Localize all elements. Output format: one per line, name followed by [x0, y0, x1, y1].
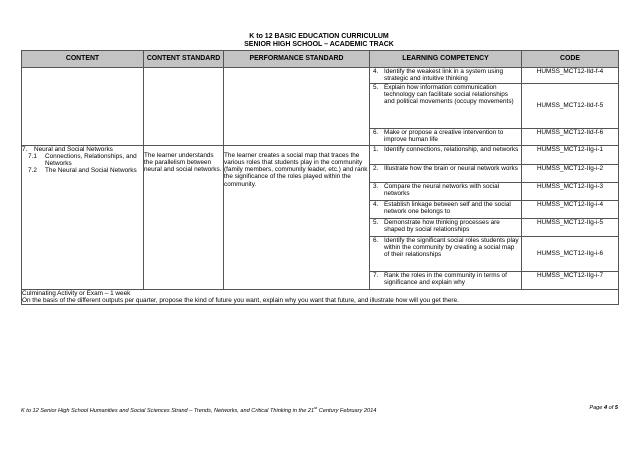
code-cell: HUMSS_MCT12-IId-f-5	[522, 83, 619, 128]
col-header-performance-standard: PERFORMANCE STANDARD	[224, 51, 370, 68]
code-cell: HUMSS_MCT12-IIg-i-7	[522, 271, 619, 289]
table-header-row	[22, 51, 619, 68]
competency-text: Rank the roles in the community in terms of significance and explain why	[384, 271, 507, 286]
code-cell: HUMSS_MCT12-IIg-i-6	[522, 236, 619, 271]
col-header-learning-competency: LEARNING COMPETENCY	[370, 51, 522, 68]
page-number	[589, 405, 618, 414]
competency-text: Illustrate how the brain or neural network works	[384, 164, 518, 172]
competency-cell	[370, 182, 522, 200]
page-current: 4	[603, 405, 608, 411]
footer-document-title	[21, 405, 376, 414]
curriculum-table	[21, 50, 619, 305]
page-footer	[21, 405, 618, 414]
competency-text: Identify the significant social roles students play within the community by creating a social map of their relationships	[384, 236, 519, 259]
competency-cell	[370, 271, 522, 289]
topic-title: Neural and Social Networks	[34, 145, 113, 153]
competency-cell	[370, 68, 522, 84]
competency-number: 5.	[373, 83, 379, 91]
table-row	[22, 68, 619, 84]
competency-number: 5.	[373, 218, 379, 226]
competency-text: Demonstrate how thinking processes are shaped by social relationships	[384, 218, 500, 233]
content-subtopic	[22, 167, 143, 174]
content-topic-cell	[22, 145, 144, 289]
competency-number: 1.	[373, 145, 379, 153]
page-prefix: Page	[589, 405, 604, 411]
competency-text: Establish linkage between self and the social network one belongs to	[384, 200, 511, 215]
competency-number: 7.	[373, 271, 379, 279]
document-subtitle: SENIOR HIGH SCHOOL – ACADEMIC TRACK	[244, 41, 394, 48]
competency-number: 6.	[373, 128, 379, 136]
content-subtopic	[22, 153, 143, 168]
page-separator: of	[607, 405, 615, 411]
code-cell: HUMSS_MCT12-IId-f-4	[522, 68, 619, 84]
competency-cell	[370, 218, 522, 236]
col-header-content: CONTENT	[22, 51, 144, 68]
empty-content-cell	[22, 68, 144, 146]
footer-title-text: K to 12 Senior High School Humanities and Social Sciences Strand – Trends, Networks, and Critical Thinking in the 21	[21, 407, 315, 414]
code-cell: HUMSS_MCT12-IIg-i-1	[522, 145, 619, 164]
competency-cell	[370, 145, 522, 164]
code-cell: HUMSS_MCT12-IIg-i-2	[522, 164, 619, 182]
code-cell: HUMSS_MCT12-IId-f-6	[522, 128, 619, 145]
competency-number: 4.	[373, 200, 379, 208]
competency-text: Explain how information communication technology can facilitate social relationships and political movements (occupy movements)	[384, 83, 514, 106]
competency-number: 4.	[373, 68, 379, 75]
competency-cell	[370, 128, 522, 145]
footer-title-superscript: st	[314, 405, 318, 410]
competency-cell	[370, 83, 522, 128]
culminating-cell	[22, 289, 619, 305]
col-header-code: CODE	[522, 51, 619, 68]
subtopic-number: 7.2	[28, 167, 37, 175]
table-row	[22, 145, 619, 164]
competency-text: Compare the neural networks with social networks	[384, 182, 500, 197]
competency-cell	[370, 236, 522, 271]
competency-text: Identify the weakest link in a system using strategic and intuitive thinking	[384, 68, 503, 83]
competency-cell	[370, 164, 522, 182]
subtopic-number: 7.1	[28, 152, 37, 160]
content-standard-cell: The learner understands the parallelism between neural and social networks.	[144, 145, 224, 289]
empty-performance-standard-cell	[224, 68, 370, 146]
topic-number: 7.	[22, 145, 28, 153]
code-cell: HUMSS_MCT12-IIg-i-4	[522, 200, 619, 218]
subtopic-title: Connections, Relationships, and Networks	[45, 152, 137, 168]
competency-text: Make or propose a creative intervention to improve human life	[384, 128, 504, 143]
competency-cell	[370, 200, 522, 218]
performance-standard-cell: The learner creates a social map that traces the various roles that students play in the community (family members, community leader, etc.) and rank the significance of the roles played within the community.	[224, 145, 370, 289]
culminating-text: On the basis of the different outputs per quarter, propose the kind of future you want, explain why you want that future, and illustrate how will you get there.	[22, 296, 459, 304]
content-topic	[22, 146, 143, 153]
competency-text: Identify connections, relationship, and networks	[384, 145, 519, 153]
code-cell: HUMSS_MCT12-IIg-i-3	[522, 182, 619, 200]
competency-number: 3.	[373, 182, 379, 190]
culminating-row	[22, 289, 619, 305]
subtopic-title: The Neural and Social Networks	[45, 167, 137, 175]
code-cell: HUMSS_MCT12-IIg-i-5	[522, 218, 619, 236]
empty-content-standard-cell	[144, 68, 224, 146]
competency-number: 6.	[373, 236, 379, 244]
col-header-content-standard: CONTENT STANDARD	[144, 51, 224, 68]
page-total: 5	[614, 405, 618, 411]
document-title: K to 12 BASIC EDUCATION CURRICULUM	[249, 33, 389, 40]
culminating-title: Culminating Activity or Exam – 1 week	[22, 289, 131, 297]
competency-number: 2.	[373, 164, 379, 172]
footer-title-suffix: Century February 2014	[317, 407, 377, 414]
